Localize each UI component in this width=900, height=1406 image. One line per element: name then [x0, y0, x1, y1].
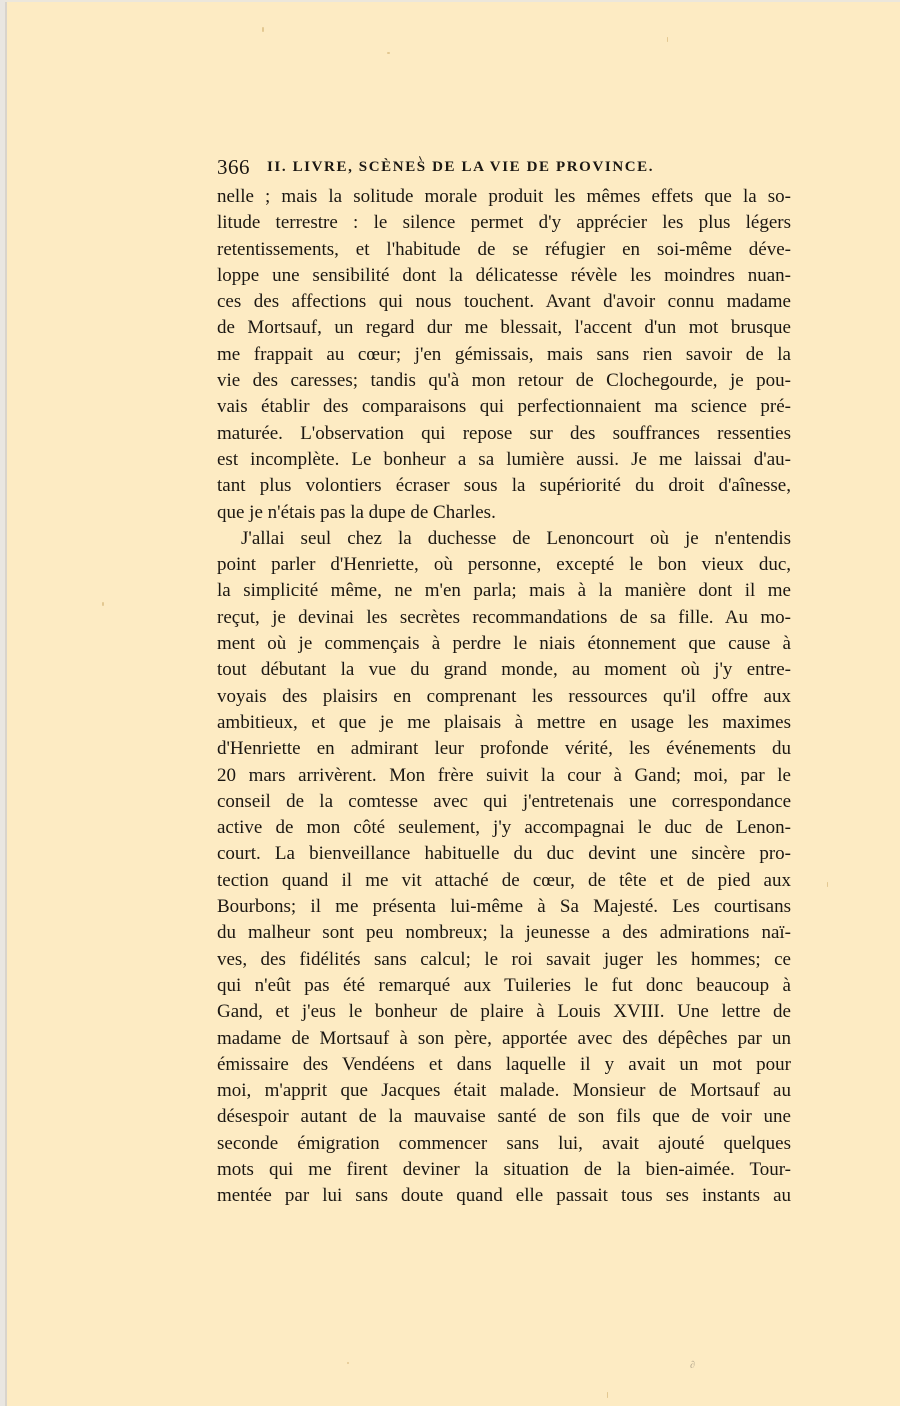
text-line: ves, des fidélités sans calcul; le roi savait juger les hommes; ce: [217, 948, 791, 970]
text-line: conseil de la comtesse avec qui j'entretenais une correspondance: [217, 790, 791, 812]
paper-speck: [262, 27, 264, 32]
text-line: active de mon côté seulement, j'y accompagnai le duc de Lenon-: [217, 817, 791, 839]
text-line: la simplicité même, ne m'en parla; mais à la manière dont il me: [217, 580, 791, 602]
text-line: d'Henriette en admirant leur profonde vérité, les événements du: [217, 738, 791, 760]
text-line: J'allai seul chez la duchesse de Lenoncourt où je n'entendis: [241, 527, 791, 549]
text-line: seconde émigration commencer sans lui, avait ajouté quelques: [217, 1132, 791, 1154]
text-line: tant plus volontiers écraser sous la supériorité du droit d'aînesse,: [217, 475, 791, 497]
text-line: ambitieux, et que je me plaisais à mettre en usage les maximes: [217, 711, 791, 733]
text-line: vie des caresses; tandis qu'à mon retour de Clochegourde, je pou-: [217, 370, 791, 392]
text-line: me frappait au cœur; j'en gémissais, mais sans rien savoir de la: [217, 343, 791, 365]
text-line: loppe une sensibilité dont la délicatesse révèle les moindres nuan-: [217, 264, 791, 286]
text-line: mots qui me firent deviner la situation de la bien-aimée. Tour-: [217, 1158, 791, 1180]
paper-speck: [387, 52, 390, 54]
text-line: ment où je commençais à perdre le niais étonnement que cause à: [217, 633, 791, 655]
text-line: qui n'eût pas été remarqué aux Tuileries le fut donc beaucoup à: [217, 974, 791, 996]
paper-speck: [102, 602, 104, 606]
text-line: tection quand il me vit attaché de cœur, de tête et de pied aux: [217, 869, 791, 891]
paper-speck: [827, 882, 828, 887]
text-line: litude terrestre : le silence permet d'y apprécier les plus légers: [217, 212, 791, 234]
text-line: nelle ; mais la solitude morale produit les mêmes effets que la so-: [217, 186, 791, 207]
paragraph-1: [217, 184, 791, 526]
text-line: que je n'étais pas la dupe de Charles.: [217, 501, 496, 523]
text-line: vais établir des comparaisons qui perfectionnaient ma science pré-: [217, 396, 791, 418]
text-line: Gand, et j'eus le bonheur de plaire à Louis XVIII. Une lettre de: [217, 1001, 791, 1023]
text-line: du malheur sont peu nombreux; la jeunesse a des admirations naï-: [217, 922, 791, 944]
text-line: Bourbons; il me présenta lui-même à Sa Majesté. Les courtisans: [217, 896, 791, 918]
text-line: reçut, je devinai les secrètes recommandations de sa fille. Au mo-: [217, 606, 791, 628]
paragraph-2: [217, 526, 791, 1210]
text-line: retentissements, et l'habitude de se réfugier en soi-même déve-: [217, 238, 791, 260]
text-line: 20 mars arrivèrent. Mon frère suivit la cour à Gand; moi, par le: [217, 764, 791, 786]
text-line: désespoir autant de la mauvaise santé de son fils que de voir une: [217, 1106, 791, 1128]
paper-speck: [607, 1392, 608, 1398]
text-line: mentée par lui sans doute quand elle passait tous ses instants au: [217, 1185, 791, 1207]
text-line: voyais des plaisirs en comprenant les ressources qu'il offre aux: [217, 685, 791, 707]
text-line: point parler d'Henriette, où personne, excepté le bon vieux duc,: [217, 554, 791, 576]
text-line: émissaire des Vendéens et dans laquelle il y avait un mot pour: [217, 1053, 791, 1075]
text-line: moi, m'apprit que Jacques était malade. Monsieur de Mortsauf au: [217, 1080, 791, 1102]
paper-speck: [347, 1362, 349, 1364]
text-block: [217, 150, 791, 1210]
running-head-title: II. LIVRE, SCÈNES DE LA VIE DE PROVINCE.: [267, 158, 655, 175]
text-line: court. La bienveillance habituelle du duc devint une sincère pro-: [217, 843, 791, 865]
pencil-mark: ∂: [690, 1360, 695, 1371]
text-line: tout débutant la vue du grand monde, au moment où j'y entre-: [217, 659, 791, 681]
paper-speck: [667, 37, 668, 42]
text-line: de Mortsauf, un regard dur me blessait, l'accent d'un mot brusque: [217, 317, 791, 339]
running-head: [217, 150, 791, 184]
text-line: est incomplète. Le bonheur a sa lumière aussi. Je me laissai d'au-: [217, 448, 791, 470]
text-line: ces des affections qui nous touchent. Avant d'avoir connu madame: [217, 291, 791, 313]
page-number: 366: [217, 154, 250, 179]
text-line: maturée. L'observation qui repose sur des souffrances ressenties: [217, 422, 791, 444]
text-line: madame de Mortsauf à son père, apportée avec des dépêches par un: [217, 1027, 791, 1049]
